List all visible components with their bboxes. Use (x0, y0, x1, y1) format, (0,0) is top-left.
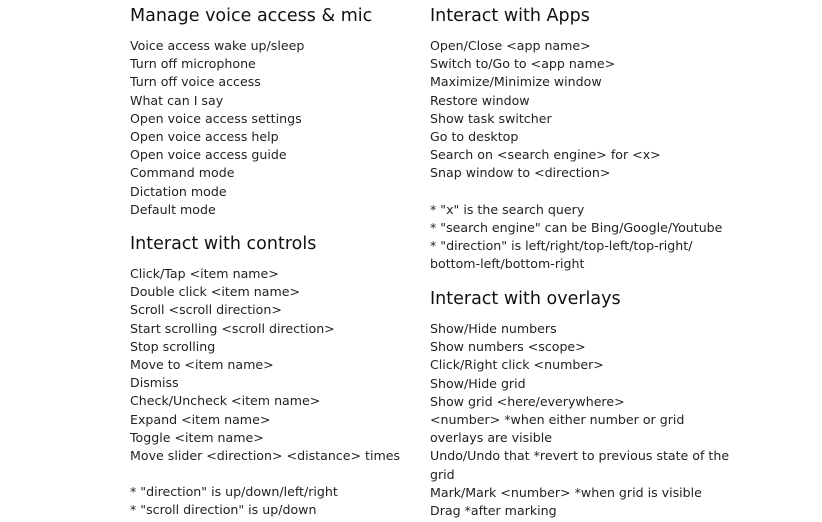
command-item: Check/Uncheck <item name> (130, 393, 321, 409)
command-item: <number> *when either number or grid (430, 411, 685, 427)
command-item: Restore window (430, 92, 530, 108)
footnote: * "scroll direction" is up/down (130, 502, 317, 518)
footnote: bottom-left/bottom-right (430, 256, 585, 272)
command-item: Expand <item name> (130, 411, 271, 427)
command-item: Mark/Mark <number> *when grid is visible (430, 484, 702, 500)
section-interact-with-controls (130, 233, 415, 520)
command-item: Turn off voice access (130, 74, 261, 90)
command-item: overlays are visible (430, 430, 552, 446)
command-item: Dismiss (130, 375, 179, 391)
command-item: Move slider <direction> <distance> times (130, 447, 401, 463)
section-heading: Manage voice access & mic (130, 6, 373, 26)
command-item: Stop scrolling (130, 338, 216, 354)
footnote: * "direction" is up/down/left/right (130, 484, 338, 500)
footnote: * "x" is the search query (430, 201, 585, 217)
command-item: Turn off microphone (130, 56, 256, 72)
command-item: Click/Right click <number> (430, 357, 604, 373)
command-item: Double click <item name> (130, 284, 301, 300)
command-list (130, 37, 415, 219)
command-item: Toggle <item name> (130, 429, 264, 445)
section-manage-voice-access (130, 5, 415, 219)
section-interact-with-apps (430, 5, 815, 273)
section-heading: Interact with controls (130, 234, 317, 254)
command-item: Scroll <scroll direction> (130, 302, 282, 318)
command-list (430, 320, 815, 520)
command-item: Show task switcher (430, 110, 552, 126)
command-item: Voice access wake up/sleep (130, 38, 305, 53)
command-item: Start scrolling <scroll direction> (130, 320, 335, 336)
command-item: Go to desktop (430, 128, 519, 144)
command-item: Default mode (130, 201, 216, 217)
command-item: Move to <item name> (130, 356, 274, 372)
footnote: * "direction" is left/right/top-left/top-right/ (430, 238, 693, 254)
command-item: Open/Close <app name> (430, 38, 591, 53)
command-item: Maximize/Minimize window (430, 74, 602, 90)
command-item: What can I say (130, 92, 224, 108)
command-item: Switch to/Go to <app name> (430, 56, 616, 72)
command-item: Show numbers <scope> (430, 339, 586, 355)
command-item: Show/Hide numbers (430, 321, 557, 336)
command-item: Click/Tap <item name> (130, 266, 279, 281)
command-item: Open voice access guide (130, 147, 287, 163)
blank-line (430, 183, 815, 201)
command-list (130, 265, 415, 520)
command-item: Command mode (130, 165, 235, 181)
command-item: Snap window to <direction> (430, 165, 611, 181)
command-item: Undo/Undo that *revert to previous state of the (430, 448, 730, 464)
command-item: Search on <search engine> for <x> (430, 147, 661, 163)
blank-line (130, 465, 415, 483)
footnote: * "search engine" can be Bing/Google/Youtube (430, 219, 723, 235)
section-interact-with-overlays (430, 288, 815, 520)
command-item: Open voice access help (130, 128, 279, 144)
section-heading: Interact with overlays (430, 289, 621, 309)
command-list (430, 37, 815, 273)
command-item: Drag *after marking (430, 502, 557, 518)
command-item: grid (430, 466, 455, 482)
section-heading: Interact with Apps (430, 6, 590, 26)
command-item: Dictation mode (130, 183, 227, 199)
command-item: Show grid <here/everywhere> (430, 393, 625, 409)
command-item: Show/Hide grid (430, 375, 526, 391)
command-item: Open voice access settings (130, 110, 302, 126)
